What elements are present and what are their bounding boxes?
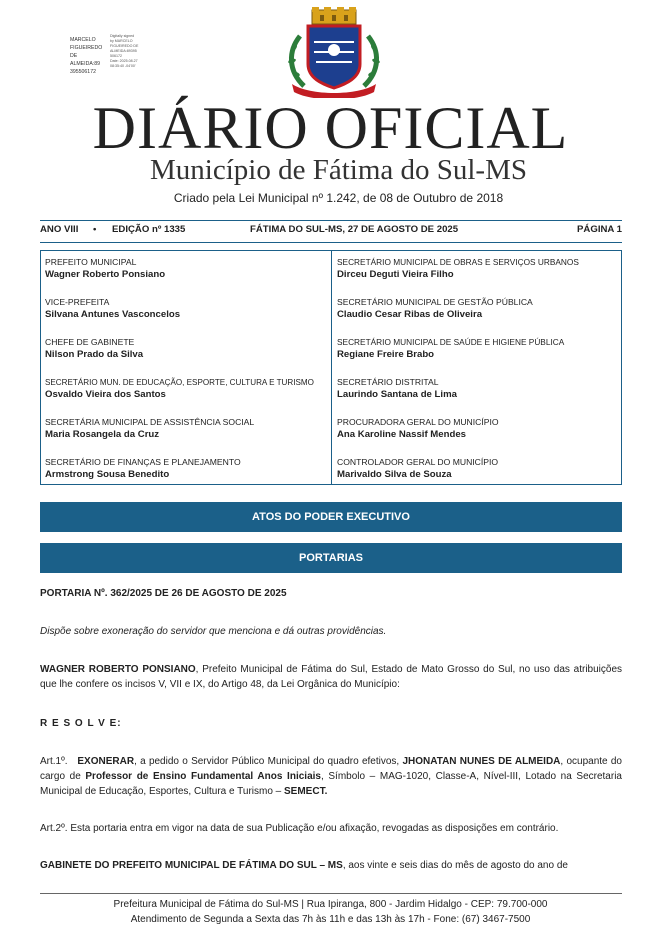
article-1-text-b: , ocupante do cargo de — [40, 756, 622, 782]
staff-entry — [337, 417, 623, 441]
signature-details: Digitally signed by MARCELO FIGUEIREDO DE ALMEIDA:89395 506172 Date: 2025.08.27 08:35:40 -04'00' — [110, 34, 139, 68]
mayor-name: WAGNER ROBERTO PONSIANO — [40, 664, 196, 675]
edition-place-date: FÁTIMA DO SUL-MS, 27 DE AGOSTO DE 2025 — [250, 224, 459, 235]
staff-role: SECRETÁRIO MUNICIPAL DE OBRAS E SERVIÇOS URBANOS — [337, 257, 579, 267]
coat-of-arms-icon — [270, 6, 398, 98]
staff-name: Regiane Freire Brabo — [337, 349, 435, 360]
staff-name: Armstrong Sousa Benedito — [45, 469, 170, 480]
footer-address: Prefeitura Municipal de Fátima do Sul-MS | Rua Ipiranga, 800 - Jardim Hidalgo - CEP: 79.700-000 — [113, 899, 548, 910]
staff-name: Maria Rosangela da Cruz — [45, 429, 160, 440]
staff-entry — [337, 257, 623, 281]
portaria-closing — [40, 858, 622, 873]
preamble-text: , Prefeito Municipal de Fátima do Sul, Estado de Mato Grosso do Sul, no uso das atribuições que lhe confere os incisos V, VII e IX, do Artigo 48, da Lei Orgânica do Município: — [40, 664, 623, 690]
staff-role: SECRETÁRIO MUNICIPAL DE SAÚDE E HIGIENE PÚBLICA — [337, 337, 565, 347]
article-2: Art.2º. Esta portaria entra em vigor na data de sua Publicação e/ou afixação, revogadas as disposições em contrário. — [40, 823, 559, 834]
closing-text: , aos vinte e seis dias do mês de agosto do ano de — [342, 860, 568, 871]
staff-name: Dirceu Deguti Vieira Filho — [337, 269, 454, 280]
staff-divider — [331, 251, 332, 484]
staff-role: SECRETÁRIO MUN. DE EDUCAÇÃO, ESPORTE, CULTURA E TURISMO — [45, 378, 314, 387]
staff-name: Marivaldo Silva de Souza — [337, 469, 452, 480]
footer-rule — [40, 893, 622, 894]
portaria-title: PORTARIA Nº. 362/2025 DE 26 DE AGOSTO DE 2025 — [40, 588, 287, 599]
staff-role: VICE-PREFEITA — [45, 297, 110, 307]
staff-name: Ana Karoline Nassif Mendes — [337, 429, 467, 440]
staff-entry — [337, 297, 623, 321]
staff-role: SECRETÁRIO DISTRITAL — [337, 377, 439, 387]
edition-number: EDIÇÃO nº 1335 — [112, 224, 186, 235]
staff-directory — [40, 250, 622, 485]
portaria-preamble — [40, 662, 622, 692]
edition-bottom-rule — [40, 242, 622, 243]
edition-bullet: • — [93, 224, 97, 235]
staff-name: Nilson Prado da Silva — [45, 349, 144, 360]
staff-entry — [45, 257, 331, 281]
article-1-label: Art.1º. — [40, 756, 68, 767]
edition-page: PÁGINA 1 — [577, 224, 622, 235]
staff-role: CHEFE DE GABINETE — [45, 337, 135, 347]
staff-role: CONTROLADOR GERAL DO MUNICÍPIO — [337, 457, 499, 467]
staff-entry — [45, 297, 331, 321]
staff-role: SECRETÁRIO DE FINANÇAS E PLANEJAMENTO — [45, 457, 241, 467]
signature-name: MARCELO FIGUEIREDO DE ALMEIDA:89 395506172 — [70, 37, 103, 75]
creation-law-note: Criado pela Lei Municipal nº 1.242, de 08 de Outubro de 2018 — [173, 191, 504, 205]
article-1-role: Professor de Ensino Fundamental Anos Iniciais — [85, 771, 321, 782]
staff-entry — [337, 337, 623, 361]
staff-role: PREFEITO MUNICIPAL — [45, 257, 137, 267]
closing-office: GABINETE DO PREFEITO MUNICIPAL DE FÁTIMA DO SUL – MS — [40, 860, 343, 871]
staff-entry — [337, 457, 623, 481]
staff-entry — [45, 457, 331, 481]
newspaper-title: DIÁRIO OFICIAL — [92, 95, 569, 161]
article-1-text-c: , Símbolo – MAG-1020, Classe-A, Nível-III, Lotado na Secretaria Municipal de Educação, Esportes, Cultura e Turismo – — [40, 771, 622, 797]
staff-role: PROCURADORA GERAL DO MUNICÍPIO — [337, 417, 499, 427]
staff-name: Laurindo Santana de Lima — [337, 389, 457, 400]
staff-role: SECRETÁRIA MUNICIPAL DE ASSISTÊNCIA SOCIAL — [45, 417, 255, 427]
staff-role: SECRETÁRIO MUNICIPAL DE GESTÃO PÚBLICA — [337, 297, 533, 307]
edition-top-rule — [40, 220, 622, 221]
page-footer — [0, 897, 661, 927]
staff-entry — [45, 417, 331, 441]
staff-entry — [45, 377, 331, 401]
article-1-verb: EXONERAR — [77, 756, 135, 767]
resolve-heading: R E S O L V E: — [40, 718, 122, 729]
staff-name: Silvana Antunes Vasconcelos — [45, 309, 181, 320]
staff-entry — [337, 377, 623, 401]
municipality-subtitle: Município de Fátima do Sul-MS — [150, 154, 527, 186]
staff-name: Osvaldo Vieira dos Santos — [45, 389, 166, 400]
article-1 — [40, 754, 622, 799]
edition-bar — [40, 224, 622, 239]
article-1-person: JHONATAN NUNES DE ALMEIDA — [402, 756, 561, 767]
article-1-text-a: , a pedido o Servidor Público Municipal do quadro efetivos, — [134, 756, 403, 767]
staff-name: Wagner Roberto Ponsiano — [45, 269, 166, 280]
edition-year: ANO VIII — [40, 224, 79, 235]
article-1-dept: SEMECT. — [284, 786, 328, 797]
section-header-portarias: PORTARIAS — [40, 543, 622, 573]
footer-hours: Atendimento de Segunda a Sexta das 7h às 11h e das 13h às 17h - Fone: (67) 3467-7500 — [130, 914, 531, 925]
portaria-summary: Dispõe sobre exoneração do servidor que menciona e dá outras providências. — [40, 626, 387, 637]
staff-entry — [45, 337, 331, 361]
staff-name: Claudio Cesar Ribas de Oliveira — [337, 309, 483, 320]
section-header-executive: ATOS DO PODER EXECUTIVO — [40, 502, 622, 532]
